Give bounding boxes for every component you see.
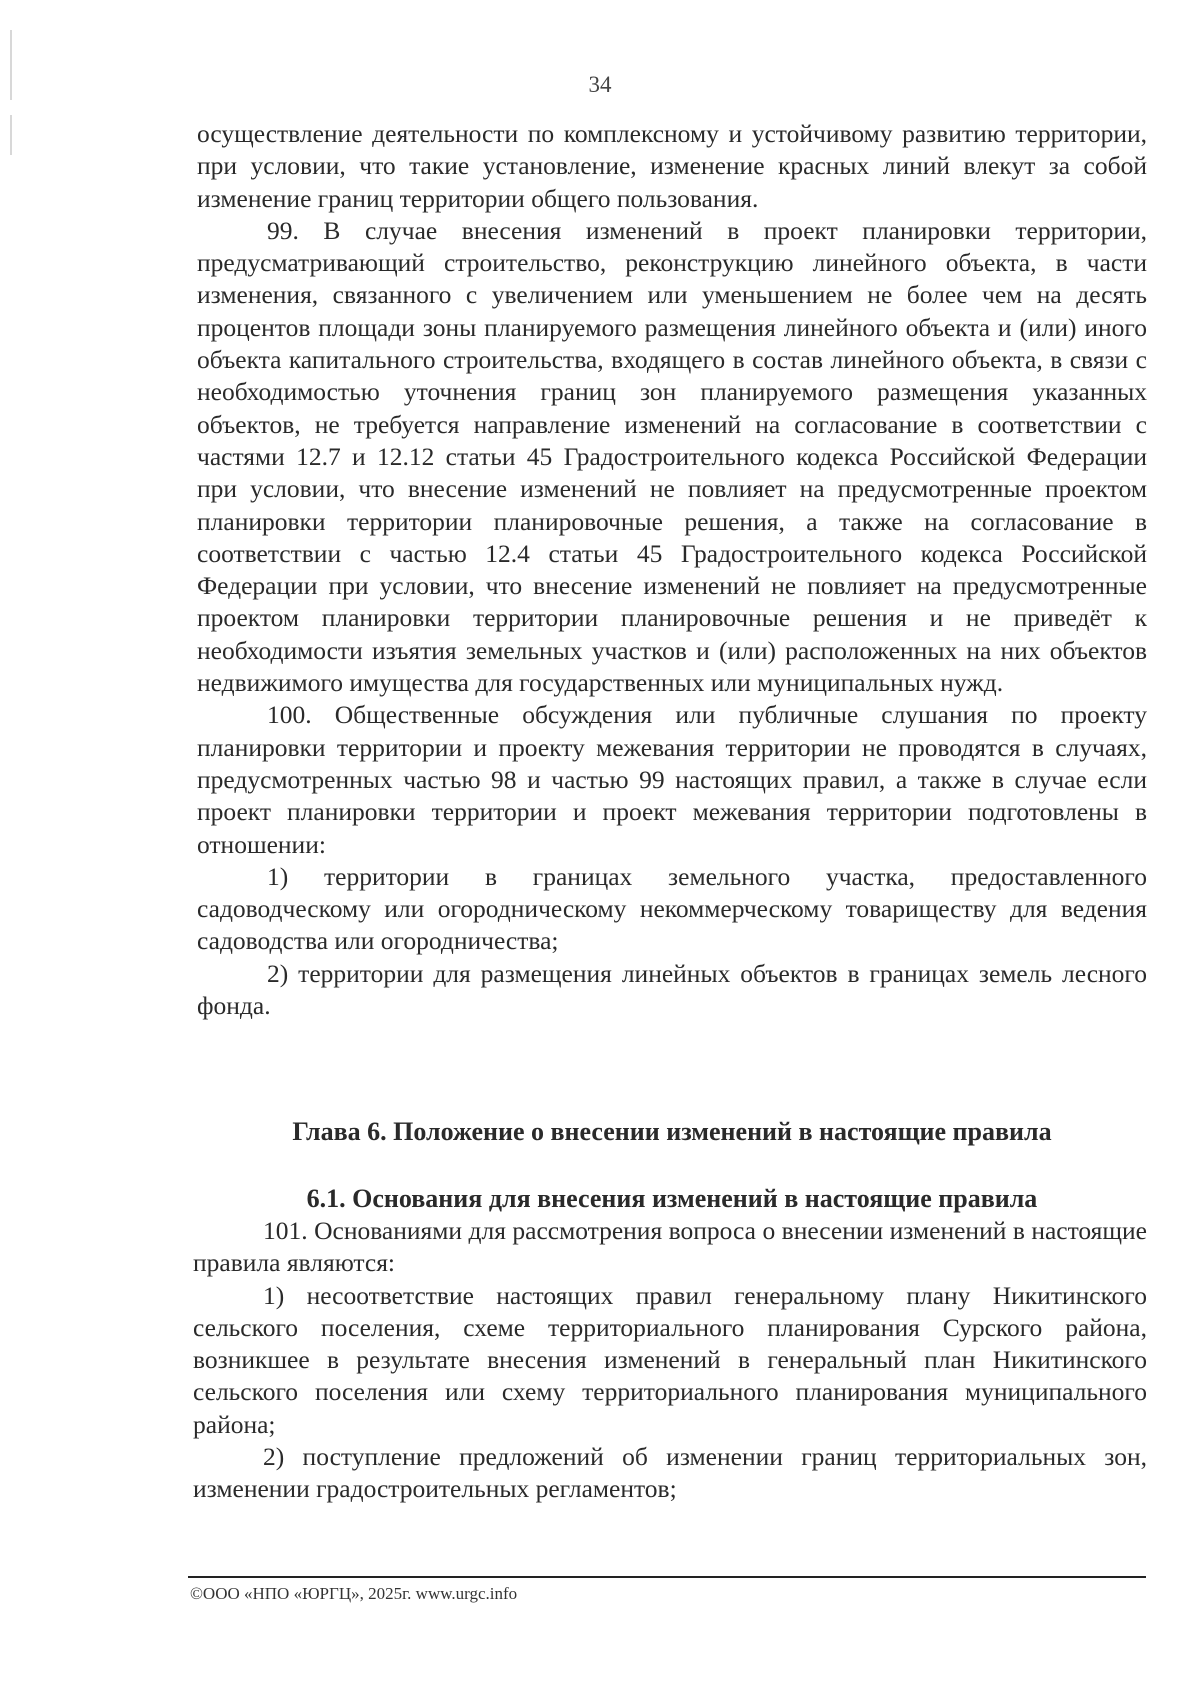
body-text [197,118,1147,1022]
page-number: 34 [588,72,612,97]
paragraph-99: 99. В случае внесения изменений в проект планировки территории, предусматривающий строительство, реконструкцию линейного объекта, в части изменения, связанного с увеличением или уменьшением не более чем на десять процентов площади зоны планируемого размещения линейного объекта и (или) иного объекта капитального строительства, входящего в состав линейного объекта, в связи с необходимостью уточнения границ зон планируемого размещения указанных объектов, не требуется направление изменений на согласование в соответствии с частями 12.7 и 12.12 статьи 45 Градостроительного кодекса Российской Федерации при условии, что внесение изменений не повлияет на предусмотренные проектом планировки территории планировочные решения, а также на согласование в соответствии с частью 12.4 статьи 45 Градостроительного кодекса Российской Федерации при условии, что внесение изменений не повлияет на предусмотренные проектом планировки территории планировочные решения и не приведёт к необходимости изъятия земельных участков и (или) расположенных на них объектов недвижимого имущества для государственных или муниципальных нужд. [197,215,1147,698]
footer-divider [188,1576,1146,1578]
list-item: 2) территории для размещения линейных объектов в границах земель лесного фонда. [197,958,1147,1021]
body-text-section [193,1215,1147,1506]
paragraph-100: 100. Общественные обсуждения или публичные слушания по проекту планировки территории и проекту межевания территории не проводятся в случаях, предусмотренных частью 98 и частью 99 настоящих правил, а также в случае если проект планировки территории и проект межевания территории подготовлены в отношении: [197,700,1147,859]
footer-copyright: ©ООО «НПО «ЮРГЦ», 2025г. www.urgc.info [190,1584,518,1603]
paragraph-101: 101. Основаниями для рассмотрения вопроса о внесении изменений в настоящие правила являются: [193,1216,1147,1278]
list-item: 1) несоответствие настоящих правил генеральному плану Никитинского сельского поселения, схеме территориального планирования Сурского района, возникшее в результате внесения изменений в генеральный план Никитинского сельского поселения или схему территориального планирования муниципального района; [193,1280,1147,1439]
list-item: 2) поступление предложений об изменении границ территориальных зон, изменении градостроительных регламентов; [193,1442,1147,1504]
paragraph: осуществление деятельности по комплексному и устойчивому развитию территории, при условии, что такие установление, изменение красных линий влекут за собой изменение границ территории общего пользования. [197,119,1147,213]
section-heading: 6.1. Основания для внесения изменений в настоящие правила [306,1184,1038,1213]
scan-edge-mark [10,115,12,155]
list-item: 1) территории в границах земельного участка, предоставленного садоводческому или огородническому некоммерческому товариществу для ведения садоводства или огородничества; [197,861,1147,956]
chapter-heading: Глава 6. Положение о внесении изменений в настоящие правила [292,1117,1052,1146]
